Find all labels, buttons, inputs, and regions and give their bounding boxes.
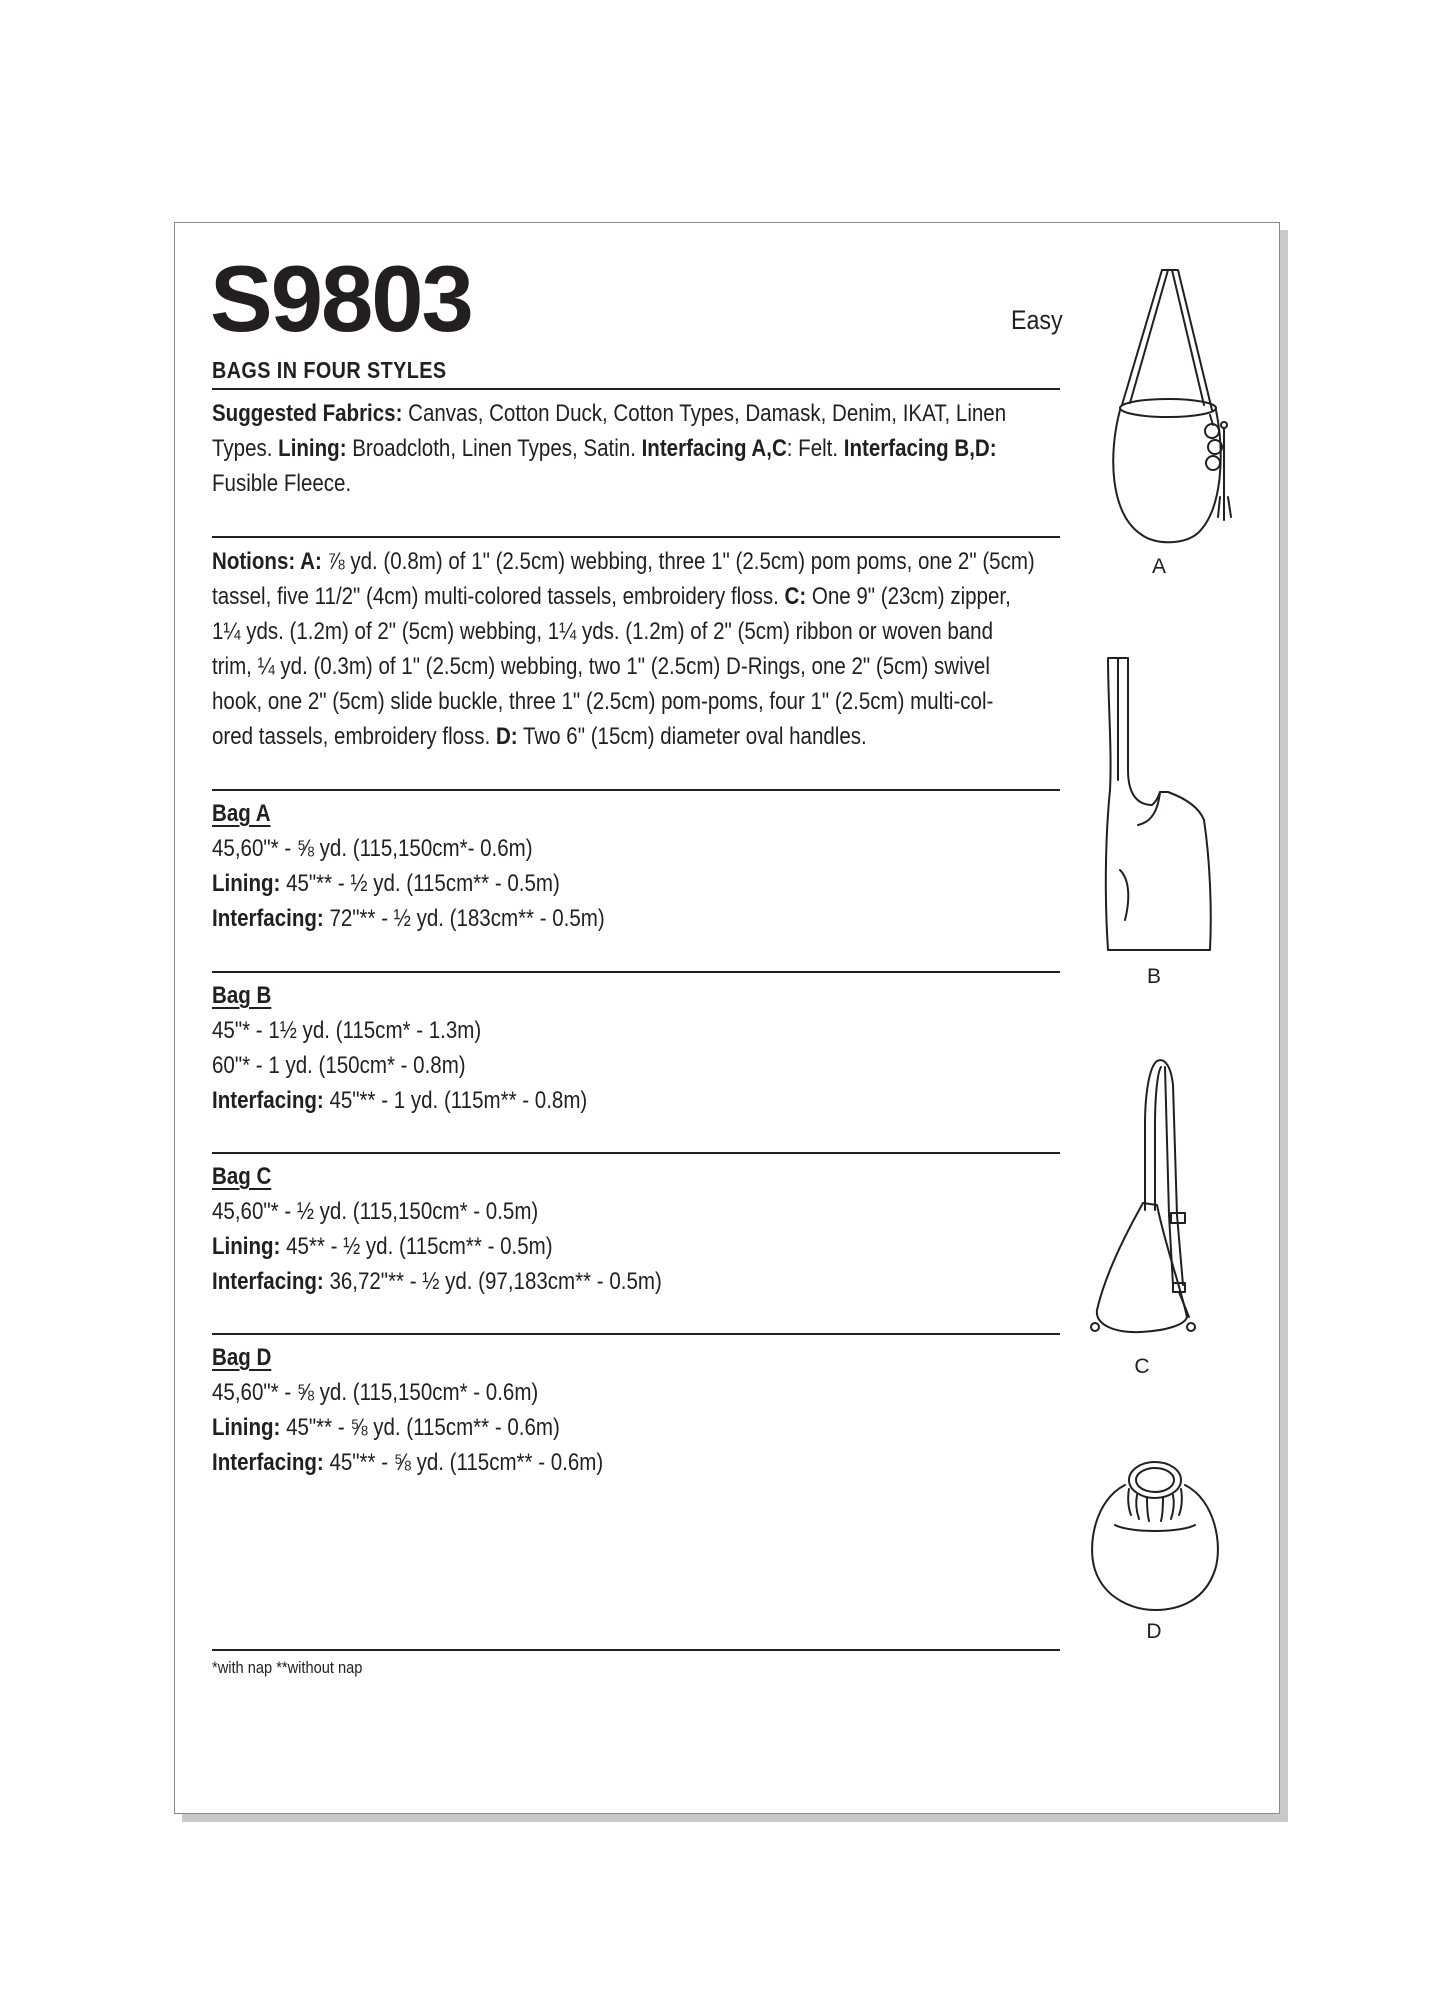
bag-a-lining-label: Lining: [212, 870, 281, 897]
difficulty-level: Easy [1011, 305, 1063, 335]
notions-section [212, 544, 1058, 754]
divider [212, 1152, 1060, 1154]
suggested-fabrics-section [212, 396, 1058, 501]
interfacing-ac-text: : Felt. [786, 435, 844, 462]
pattern-number: S9803 [210, 246, 472, 351]
bag-b-interfacing-label: Interfacing: [212, 1087, 324, 1114]
suggested-fabrics-text: Canvas, Cotton Duck, Cotton Types, Damask, Denim, IKAT, Linen [402, 400, 1007, 427]
bag-d-interfacing-label: Interfacing: [212, 1449, 324, 1476]
divider [212, 1333, 1060, 1335]
notions-c-label: C: [784, 583, 807, 610]
bag-d-interfacing: 45"** - ⅝ yd. (115cm** - 0.6m) [323, 1449, 604, 1476]
bag-c-title: Bag C [212, 1163, 272, 1190]
bag-d-lining-label: Lining: [212, 1414, 281, 1441]
bag-d-yardage [212, 1340, 1058, 1480]
view-label-c: C [1134, 1355, 1150, 1378]
bag-a-interfacing-label: Interfacing: [212, 905, 324, 932]
bag-a-yardage [212, 796, 1058, 936]
bag-c-interfacing: 36,72"** - ½ yd. (97,183cm** - 0.5m) [323, 1268, 662, 1295]
fabrics-line3: Fusible Fleece. [212, 470, 352, 497]
notions-label: Notions: A: [212, 548, 322, 575]
bag-a-illustration [1100, 265, 1240, 550]
bag-c-yardage [212, 1159, 1058, 1299]
interfacing-bd-label: Interfacing B,D: [843, 435, 997, 462]
notions-line6-b: Two 6" (15cm) diameter oval handles. [517, 723, 867, 750]
lining-label: Lining: [278, 435, 347, 462]
bag-b-fabric-45: 45"* - 1½ yd. (115cm* - 1.3m) [212, 1017, 482, 1044]
bag-c-illustration [1085, 1055, 1215, 1345]
view-label-d: D [1146, 1620, 1162, 1643]
bag-b-interfacing: 45"** - 1 yd. (115m** - 0.8m) [323, 1087, 588, 1114]
bag-a-title: Bag A [212, 800, 271, 827]
notions-line5: hook, one 2" (5cm) slide buckle, three 1" (2.5cm) pom-poms, four 1" (2.5cm) multi-col- [212, 688, 994, 715]
lining-fabrics-text: Broadcloth, Linen Types, Satin. [346, 435, 642, 462]
divider [212, 971, 1060, 973]
footnote: *with nap **without nap [212, 1658, 363, 1677]
bag-d-fabric: 45,60"* - ⅝ yd. (115,150cm* - 0.6m) [212, 1379, 539, 1406]
divider [212, 789, 1060, 791]
notions-line3: 1¼ yds. (1.2m) of 2" (5cm) webbing, 1¼ yds. (1.2m) of 2" (5cm) ribbon or woven band [212, 618, 993, 645]
suggested-fabrics-label: Suggested Fabrics: [212, 400, 403, 427]
bag-d-lining: 45"** - ⅝ yd. (115cm** - 0.6m) [280, 1414, 560, 1441]
pattern-subtitle: BAGS IN FOUR STYLES [212, 357, 447, 383]
bag-c-fabric: 45,60"* - ½ yd. (115,150cm* - 0.5m) [212, 1198, 539, 1225]
bag-c-interfacing-label: Interfacing: [212, 1268, 324, 1295]
notions-line1: ⅞ yd. (0.8m) of 1" (2.5cm) webbing, three 1" (2.5cm) pom poms, one 2" (5cm) [321, 548, 1035, 575]
bag-b-illustration [1100, 650, 1230, 960]
bag-d-title: Bag D [212, 1344, 272, 1371]
bag-c-lining: 45** - ½ yd. (115cm** - 0.5m) [280, 1233, 553, 1260]
bag-a-interfacing: 72"** - ½ yd. (183cm** - 0.5m) [323, 905, 605, 932]
interfacing-ac-label: Interfacing A,C [641, 435, 787, 462]
notions-line2-a: tassel, five 11/2" (4cm) multi-colored tassels, embroidery floss. [212, 583, 785, 610]
fabrics-line2-start: Types. [212, 435, 279, 462]
notions-d-label: D: [495, 723, 518, 750]
view-label-a: A [1151, 555, 1166, 578]
bag-b-fabric-60: 60"* - 1 yd. (150cm* - 0.8m) [212, 1052, 466, 1079]
bag-d-illustration [1085, 1455, 1225, 1615]
notions-line6-a: ored tassels, embroidery floss. [212, 723, 496, 750]
divider [212, 388, 1060, 390]
divider [212, 1649, 1060, 1651]
bag-a-lining: 45"** - ½ yd. (115cm** - 0.5m) [280, 870, 560, 897]
bag-b-title: Bag B [212, 982, 272, 1009]
divider [212, 536, 1060, 538]
bag-b-yardage [212, 978, 1058, 1118]
view-label-b: B [1146, 965, 1161, 988]
bag-a-fabric: 45,60"* - ⅝ yd. (115,150cm*- 0.6m) [212, 835, 533, 862]
bag-c-lining-label: Lining: [212, 1233, 281, 1260]
notions-line2-b: One 9" (23cm) zipper, [806, 583, 1011, 610]
notions-line4: trim, ¼ yd. (0.3m) of 1" (2.5cm) webbing, two 1" (2.5cm) D-Rings, one 2" (5cm) swivel [212, 653, 990, 680]
